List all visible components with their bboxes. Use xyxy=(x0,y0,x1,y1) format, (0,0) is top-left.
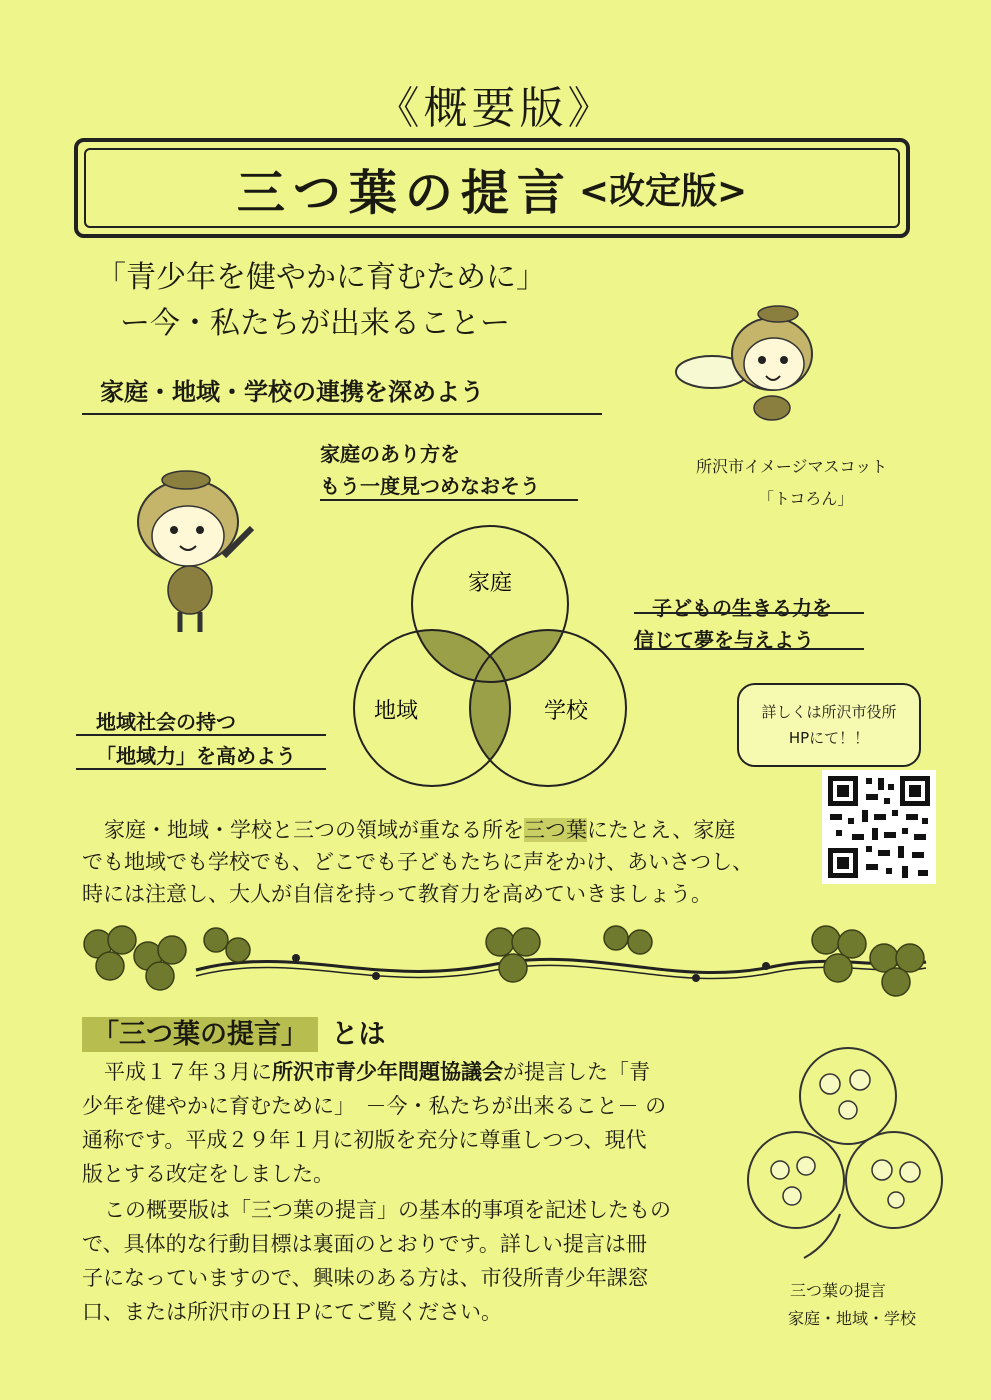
clover-family-illustration xyxy=(744,1044,944,1264)
community-underline-1 xyxy=(76,734,326,736)
section-p1-line-3: 通称です。平成２９年１月に初版を充分に尊重しつつ、現代 xyxy=(82,1128,647,1152)
children-message-line-2: 信じて夢を与えよう xyxy=(634,612,864,653)
intro-line-1: 「青少年を健やかに育むために」 xyxy=(96,260,546,295)
mascot-name: 「トコろん」 xyxy=(758,489,854,508)
children-message-underline xyxy=(634,648,864,650)
section-heading-rest: とは xyxy=(331,1019,386,1050)
page-title-suffix: <改定版> xyxy=(578,170,748,212)
title-box xyxy=(74,138,910,238)
info-bubble-line-1: 詳しくは所沢市役所 xyxy=(761,703,897,721)
mascot-left-icon xyxy=(124,466,264,638)
venn-label-school: 学校 xyxy=(543,699,589,724)
section-p2-line-4: 口、または所沢市のＨＰにてご覧ください。 xyxy=(82,1300,502,1324)
council-name: 所沢市青少年問題協議会 xyxy=(272,1060,503,1084)
summary-line-1-b: にたとえ、家庭 xyxy=(587,818,736,842)
edition-label: 《概要版》 xyxy=(375,83,616,134)
section-heading-boxed: 「三つ葉の提言」 xyxy=(82,1017,318,1052)
title-box-inner xyxy=(84,148,900,228)
theme-heading-wrap xyxy=(82,372,602,415)
section-p1-line-1-c: が提言した「青 xyxy=(503,1060,650,1084)
info-bubble xyxy=(737,683,921,767)
venn-label-home: 家庭 xyxy=(467,571,513,596)
children-message-line-1: 子どもの生きる力を xyxy=(652,596,832,620)
section-p2-line-2: で、具体的な行動目標は裏面のとおりです。詳しい提言は冊 xyxy=(82,1232,647,1256)
venn-label-community: 地域 xyxy=(373,699,419,724)
clover-vine-divider xyxy=(76,918,936,998)
venn-diagram xyxy=(332,520,652,800)
intro-line-2: ー今・私たちが出来ることー xyxy=(120,306,510,341)
community-underline-2 xyxy=(76,768,326,770)
home-message-line-2: もう一度見つめなおそう xyxy=(320,470,578,501)
section-p2-line-3: 子になっていますので、興味のある方は、市役所青少年課窓 xyxy=(82,1266,649,1290)
section-p2-line-1: この概要版は「三つ葉の提言」の基本的事項を記述したもの xyxy=(104,1198,671,1222)
summary-line-2: でも地域でも学校でも、どこでも子どもたちに声をかけ、あいさつし、 xyxy=(82,850,754,874)
community-message-line-2: 「地域力」を高めよう xyxy=(96,744,296,768)
summary-line-1 xyxy=(104,814,735,847)
community-message-line-1: 地域社会の持つ xyxy=(96,710,236,734)
theme-heading: 家庭・地域・学校の連携を深めよう xyxy=(100,378,484,406)
mascot-caption: 所沢市イメージマスコット xyxy=(696,457,888,476)
clover-caption-line-2: 家庭・地域・学校 xyxy=(788,1309,917,1328)
home-message-line-1: 家庭のあり方を xyxy=(320,442,460,466)
info-bubble-line-2: HPにて！！ xyxy=(788,729,870,747)
qr-code[interactable] xyxy=(822,770,936,884)
section-heading xyxy=(82,1012,385,1051)
section-p1-line-4: 版とする改定をしました。 xyxy=(82,1162,334,1186)
mascot-top-icon xyxy=(672,292,832,432)
clover-caption-line-1: 三つ葉の提言 xyxy=(790,1281,887,1300)
section-p1-line-1-a: 平成１７年３月に xyxy=(104,1060,272,1084)
summary-line-3: 時には注意し、大人が自信を持って教育力を高めていきましょう。 xyxy=(82,882,712,906)
section-p1-line-2: 少年を健やかに育むために」 －今・私たちが出来ること－ の xyxy=(82,1094,667,1118)
page-title: 三つ葉の提言 xyxy=(236,164,573,221)
summary-line-1-a: 家庭・地域・学校と三つの領域が重なる所を xyxy=(104,818,524,842)
summary-highlight: 三つ葉 xyxy=(524,818,587,842)
section-p1-line-1 xyxy=(104,1056,650,1089)
